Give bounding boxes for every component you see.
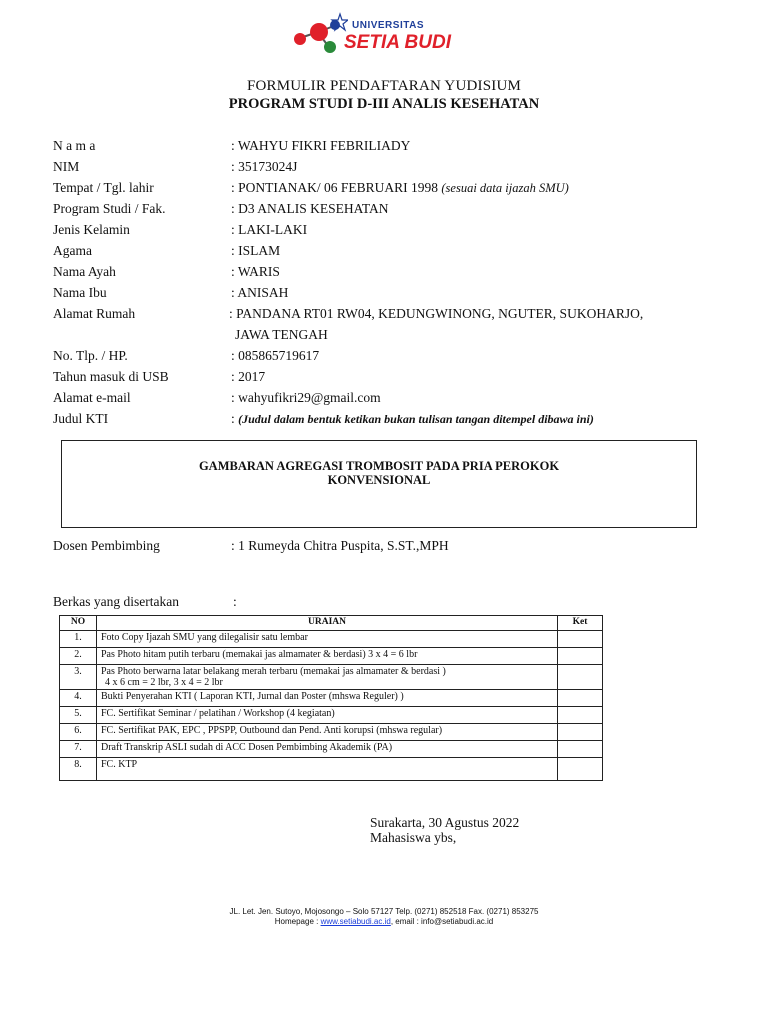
ttl-value: : PONTIANAK/ 06 FEBRUARI 1998 xyxy=(231,180,442,195)
judul-label: Judul KTI xyxy=(53,411,109,426)
alamat-value-line2: JAWA TENGAH xyxy=(235,327,328,342)
row-ket xyxy=(558,648,603,665)
tlp-label: No. Tlp. / HP. xyxy=(53,348,128,363)
agama-label: Agama xyxy=(53,243,92,258)
table-row xyxy=(60,648,603,665)
nim-label: NIM xyxy=(53,159,80,174)
row-uraian: Draft Transkrip ASLI sudah di ACC Dosen Pembimbing Akademik (PA) xyxy=(97,741,558,758)
row-ket xyxy=(558,665,603,690)
row-uraian-line1: Pas Photo berwarna latar belakang merah terbaru (memakai jas almamater & berdasi ) xyxy=(101,666,446,677)
signature-role: Mahasiswa ybs, xyxy=(370,830,457,845)
ayah-label: Nama Ayah xyxy=(53,264,116,279)
nim-value: : 35173024J xyxy=(231,159,298,174)
row-no: 3. xyxy=(60,665,97,690)
dosen-value: : 1 Rumeyda Chitra Puspita, S.ST.,MPH xyxy=(231,538,449,553)
kti-title-text xyxy=(62,459,696,487)
prodi-label: Program Studi / Fak. xyxy=(53,201,166,216)
row-no: 4. xyxy=(60,690,97,707)
jk-value: : LAKI-LAKI xyxy=(231,222,308,237)
ayah-value: : WARIS xyxy=(231,264,280,279)
col-no-header: NO xyxy=(60,616,97,631)
footer-address: JL. Let. Jen. Sutoyo, Mojosongo – Solo 57127 Telp. (0271) 852518 Fax. (0271) 853275 xyxy=(229,907,539,916)
tahun-value: : 2017 xyxy=(231,369,266,384)
table-row xyxy=(60,707,603,724)
row-uraian: Foto Copy Ijazah SMU yang dilegalisir satu lembar xyxy=(97,631,558,648)
ttl-value-row xyxy=(231,180,569,196)
nama-label: N a m a xyxy=(53,138,96,153)
table-header-row xyxy=(60,616,603,631)
judul-value-row xyxy=(231,411,594,427)
form-title: FORMULIR PENDAFTARAN YUDISIUM xyxy=(246,78,522,94)
footer-homepage-label: Homepage : xyxy=(274,917,321,926)
kti-title-box xyxy=(61,440,697,528)
row-ket xyxy=(558,758,603,781)
agama-value: : ISLAM xyxy=(231,243,281,258)
table-row xyxy=(60,758,603,781)
row-no: 7. xyxy=(60,741,97,758)
table-row xyxy=(60,741,603,758)
email-label: Alamat e-mail xyxy=(53,390,131,405)
kti-title-line1: GAMBARAN AGREGASI TROMBOSIT PADA PRIA PEROKOK xyxy=(198,459,560,473)
tahun-label: Tahun masuk di USB xyxy=(53,369,169,384)
judul-note: (Judul dalam bentuk ketikan bukan tulisan tangan ditempel dibawa ini) xyxy=(238,412,594,426)
row-ket xyxy=(558,741,603,758)
logo-universitas-text: UNIVERSITAS xyxy=(352,20,424,31)
row-uraian: FC. Sertifikat PAK, EPC , PPSPP, Outbound dan Pend. Anti korupsi (mhswa regular) xyxy=(97,724,558,741)
berkas-table xyxy=(59,615,603,781)
ibu-value: : ANISAH xyxy=(231,285,289,300)
row-uraian: Pas Photo hitam putih terbaru (memakai jas almamater & berdasi) 3 x 4 = 6 lbr xyxy=(97,648,558,665)
table-row xyxy=(60,724,603,741)
table-row xyxy=(60,690,603,707)
row-ket xyxy=(558,724,603,741)
row-uraian xyxy=(97,665,558,690)
col-ket-header: Ket xyxy=(558,616,603,631)
dosen-label: Dosen Pembimbing xyxy=(53,538,160,553)
nama-value: : WAHYU FIKRI FEBRILIADY xyxy=(231,138,411,153)
ttl-label: Tempat / Tgl. lahir xyxy=(53,180,154,195)
kti-title-line2: KONVENSIONAL xyxy=(327,473,431,487)
row-ket xyxy=(558,707,603,724)
col-uraian-header: URAIAN xyxy=(97,616,558,631)
row-no: 6. xyxy=(60,724,97,741)
row-uraian: FC. KTP xyxy=(97,758,558,781)
row-ket xyxy=(558,631,603,648)
table-row xyxy=(60,665,603,690)
footer-homepage-link[interactable]: www.setiabudi.ac.id xyxy=(320,917,391,926)
row-no: 8. xyxy=(60,758,97,781)
footer-contact xyxy=(0,917,768,926)
row-no: 1. xyxy=(60,631,97,648)
logo-molecule-icon xyxy=(288,12,348,62)
row-no: 5. xyxy=(60,707,97,724)
table-row xyxy=(60,631,603,648)
alamat-label: Alamat Rumah xyxy=(53,306,136,321)
university-logo xyxy=(288,12,488,62)
jk-label: Jenis Kelamin xyxy=(53,222,130,237)
ibu-label: Nama Ibu xyxy=(53,285,107,300)
email-value: : wahyufikri29@gmail.com xyxy=(231,390,381,405)
row-ket xyxy=(558,690,603,707)
row-uraian: Bukti Penyerahan KTI ( Laporan KTI, Jurnal dan Poster (mhswa Reguler) ) xyxy=(97,690,558,707)
tlp-value: : 085865719617 xyxy=(231,348,320,363)
program-title: PROGRAM STUDI D-III ANALIS KESEHATAN xyxy=(228,96,540,112)
row-uraian: FC. Sertifikat Seminar / pelatihan / Workshop (4 kegiatan) xyxy=(97,707,558,724)
prodi-value: : D3 ANALIS KESEHATAN xyxy=(231,201,389,216)
berkas-label: Berkas yang disertakan xyxy=(53,594,179,609)
judul-colon: : xyxy=(231,411,239,426)
logo-name-text: SETIA BUDI xyxy=(344,32,451,53)
ttl-note: (sesuai data ijazah SMU) xyxy=(441,181,569,195)
signature-place-date: Surakarta, 30 Agustus 2022 xyxy=(370,815,520,830)
row-uraian-line2: 4 x 6 cm = 2 lbr, 3 x 4 = 2 lbr xyxy=(105,677,223,688)
row-no: 2. xyxy=(60,648,97,665)
alamat-value: : PANDANA RT01 RW04, KEDUNGWINONG, NGUTER, SUKOHARJO, xyxy=(229,306,644,321)
footer-email: , email : info@setiabudi.ac.id xyxy=(390,917,494,926)
berkas-colon: : xyxy=(233,594,237,609)
